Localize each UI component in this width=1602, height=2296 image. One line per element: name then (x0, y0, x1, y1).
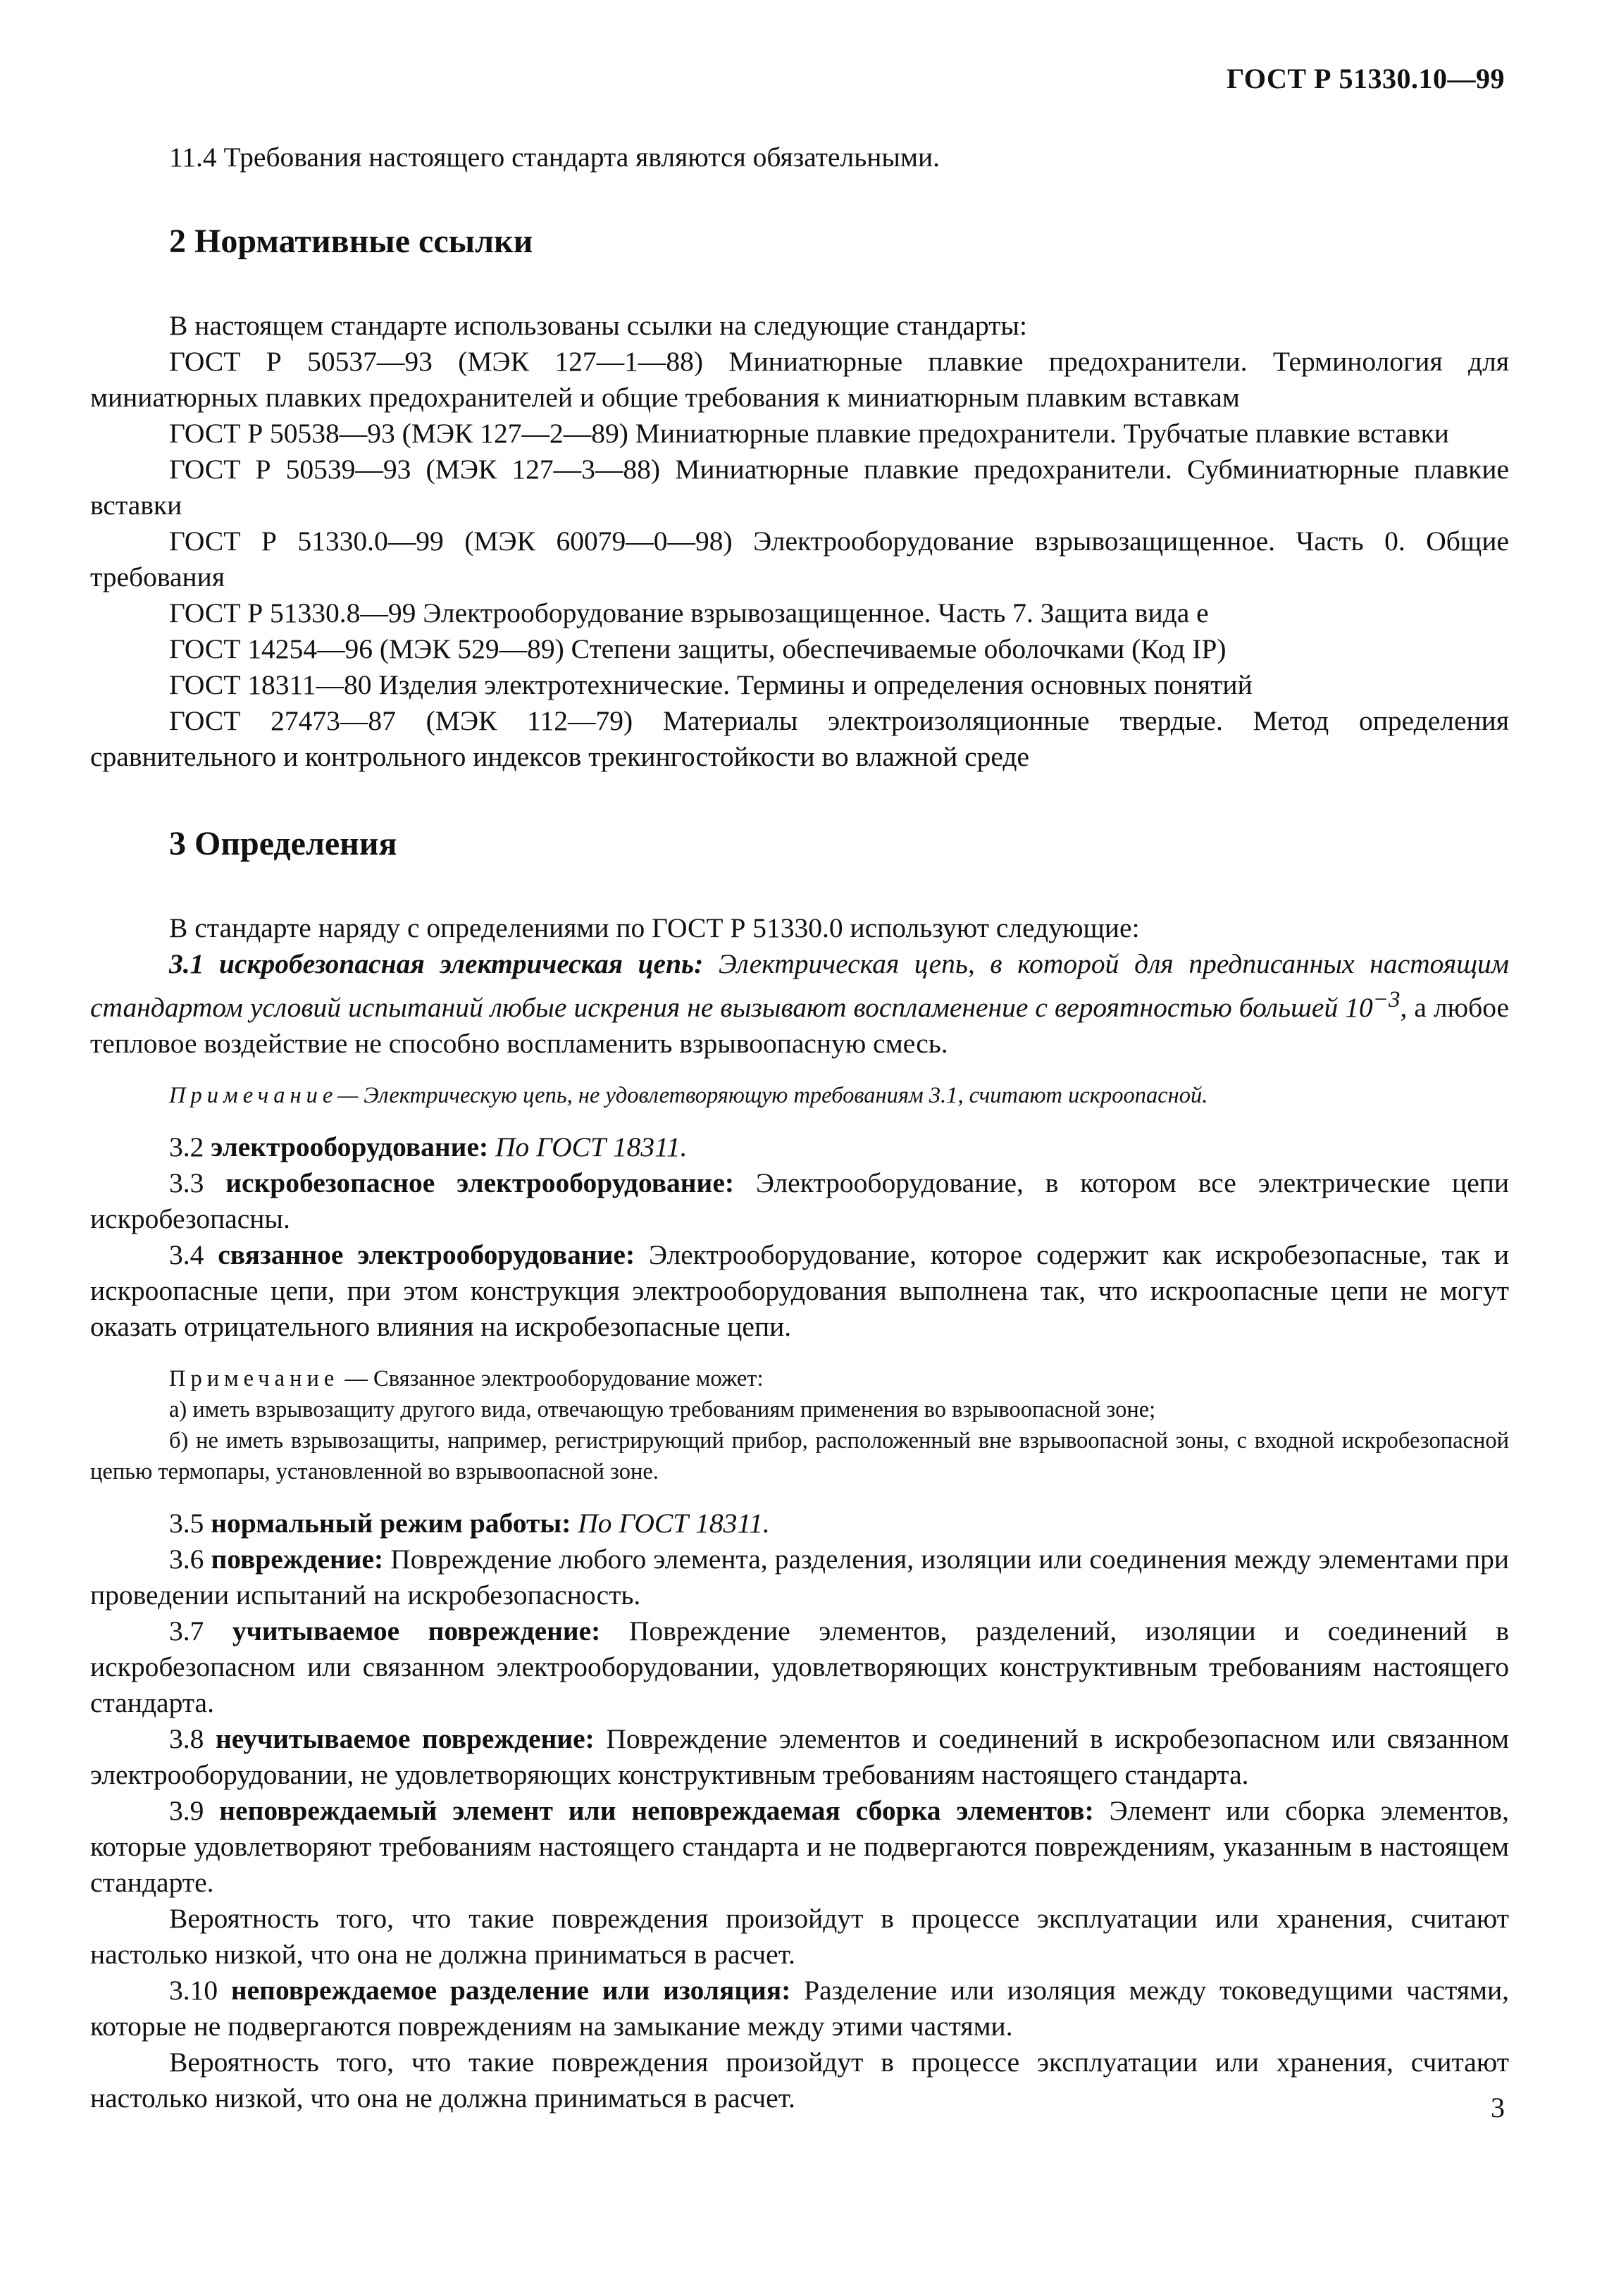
definition-3-1: 3.1 искробезопасная электрическая цепь: Электрическая цепь, в которой для предписанных настоящим стандартом условий испытаний любые искрения не вызывают воспламенение с вероятностью большей $10^{-3}$, а любое тепловое воздействие не способно воспламенить взрывоопасную смесь. (90, 948, 1510, 1060)
reference-item: ГОСТ Р 51330.0—99 (МЭК 60079—0—98) Электрооборудование взрывозащищенное. Часть 0. Общие требования (90, 526, 1509, 592)
definition-3-5: 3.5 нормальный режим работы: По ГОСТ 18311. (169, 1508, 770, 1539)
definition-3-8: 3.8 неучитываемое повреждение: Повреждение элементов и соединений в искробезопасном или связанном электрооборудовании, не удовлетворяющих конструктивным требованиям настоящего стандарта. (90, 1723, 1510, 1791)
definition-3-4: 3.4 связанное электрооборудование: Электрооборудование, которое содержит как искробезопасные, так и искроопасные цепи, при этом конструкция электрооборудования выполнена так, что искроопасные цепи не могут оказать отрицательного влияния на искробезопасные цепи. (90, 1239, 1509, 1343)
document-code-header: ГОСТ Р 51330.10—99 (1226, 63, 1505, 94)
reference-item: ГОСТ 27473—87 (МЭК 112—79) Материалы электроизоляционные твердые. Метод определения сравнительного и контрольного индексов трекингостойкости во влажной среде (90, 705, 1509, 772)
reference-item: ГОСТ 18311—80 Изделия электротехнические. Термины и определения основных понятий (169, 669, 1253, 700)
definition-3-9: 3.9 неповреждаемый элемент или неповреждаемая сборка элементов: Элемент или сборка элементов, которые удовлетворяют требованиям настоящего стандарта и не подвергаются повреждениям, указанным в настоящем стандарте. (90, 1795, 1509, 1899)
page-content (90, 139, 1509, 2116)
paragraph-3-9-probability: Вероятность того, что такие повреждения произойдут в процессе эксплуатации или хранения, считают настолько низкой, что она не должна приниматься в расчет. (90, 1903, 1509, 1971)
note-3-1: Примечание— Электрическую цепь, не удовлетворяющую требованиям 3.1, считают искроопасной. (169, 1083, 1208, 1109)
note-3-4: Примечание — Связанное электрооборудование может: а) иметь взрывозащиту другого вида, отвечающую требованиям применения во взрывоопасной зоне; б) не иметь взрывозащиты, например, регистрирующий прибор, расположенный вне взрывоопасной зоны, с входной искробезопасной цепью термопары, установленной во взрывоопасной зоне. (90, 1363, 1509, 1487)
note-item-a: а) иметь взрывозащиту другого вида, отвечающую требованиям применения во взрывоопасной зоне; (169, 1397, 1156, 1423)
section-2-lead: В настоящем стандарте использованы ссылки на следующие стандарты: (169, 310, 1027, 341)
page-number: 3 (1491, 2092, 1505, 2123)
definition-3-2: 3.2 электрооборудование: По ГОСТ 18311. (169, 1131, 688, 1163)
section-3-title: 3 Определения (169, 825, 397, 862)
section-2-title: 2 Нормативные ссылки (169, 223, 533, 260)
clause-11-4: 11.4 Требования настоящего стандарта являются обязательными. (169, 142, 940, 173)
note-item-b: б) не иметь взрывозащиты, например, регистрирующий прибор, расположенный вне взрывоопасной зоны, с входной искробезопасной цепью термопары, установленной во взрывоопасной зоне. (90, 1428, 1509, 1485)
paragraph-3-10-probability: Вероятность того, что такие повреждения произойдут в процессе эксплуатации или хранения, считают настолько низкой, что она не должна приниматься в расчет. (90, 2047, 1509, 2114)
reference-item: ГОСТ Р 51330.8—99 Электрооборудование взрывозащищенное. Часть 7. Защита вида e (169, 597, 1209, 628)
definition-3-6: 3.6 повреждение: Повреждение любого элемента, разделения, изоляции или соединения между элементами при проведении испытаний на искробезопасность. (90, 1544, 1509, 1611)
definition-3-10: 3.10 неповреждаемое разделение или изоляция: Разделение или изоляция между токоведущими частями, которые не подвергаются повреждениям на замыкание между этими частями. (90, 1975, 1510, 2042)
reference-item: ГОСТ Р 50538—93 (МЭК 127—2—89) Миниатюрные плавкие предохранители. Трубчатые плавкие вставки (169, 418, 1449, 449)
reference-item: ГОСТ Р 50537—93 (МЭК 127—1—88) Миниатюрные плавкие предохранители. Терминология для миниатюрных плавких предохранителей и общие требования к миниатюрным плавким вставкам (90, 346, 1509, 413)
section-3-lead: В стандарте наряду с определениями по ГОСТ Р 51330.0 используют следующие: (169, 912, 1140, 943)
reference-item: ГОСТ Р 50539—93 (МЭК 127—3—88) Миниатюрные плавкие предохранители. Субминиатюрные плавкие вставки (90, 454, 1509, 521)
definition-3-3: 3.3 искробезопасное электрооборудование: Электрооборудование, в котором все электрические цепи искробезопасны. (90, 1167, 1510, 1235)
definition-3-7: 3.7 учитываемое повреждение: Повреждение элементов, разделений, изоляции и соединений в искробезопасном или связанном электрооборудовании, удовлетворяющих конструктивным требованиям настоящего стандарта. (90, 1615, 1509, 1719)
reference-item: ГОСТ 14254—96 (МЭК 529—89) Степени защиты, обеспечиваемые оболочками (Код IP) (169, 633, 1227, 664)
